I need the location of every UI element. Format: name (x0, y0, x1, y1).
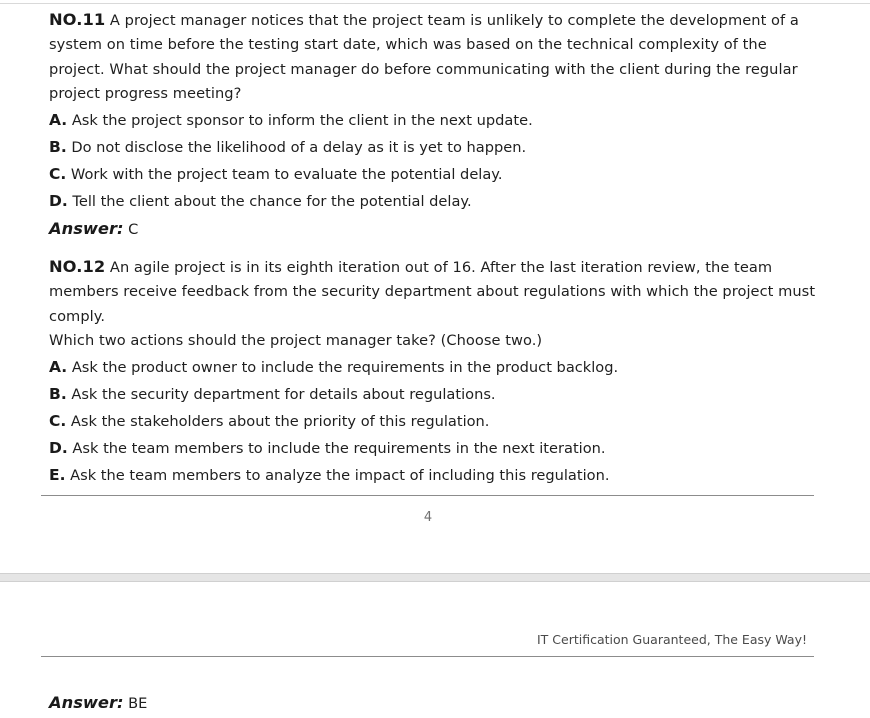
footer-divider (41, 495, 814, 496)
answer-label: Answer: (49, 218, 124, 238)
option-a: A. Ask the project sponsor to inform the client in the next update. (49, 110, 533, 129)
option-c: C. Ask the stakeholders about the priority of this regulation. (49, 411, 490, 430)
option-e: E. Ask the team members to analyze the impact of including this regulation. (49, 465, 610, 484)
option-d: D. Tell the client about the chance for the potential delay. (49, 191, 472, 210)
header-tagline: IT Certification Guaranteed, The Easy Way! (537, 632, 807, 647)
answer-line (49, 215, 819, 244)
question-number: NO.11 (49, 10, 106, 29)
question-text: A project manager notices that the project team is unlikely to complete the development of a system on time before the testing start date, which was based on the technical complexity of the project. What should the project manager do before communicating with the client during the regular project progress meeting? (49, 12, 799, 103)
option-a: A. Ask the product owner to include the requirements in the product backlog. (49, 357, 619, 376)
option-b: B. Do not disclose the likelihood of a delay as it is yet to happen. (49, 137, 527, 156)
question-prompt: Which two actions should the project manager take? (Choose two.) (49, 332, 543, 350)
question-11-options (49, 107, 819, 215)
page-number: 4 (423, 510, 433, 525)
question-11-stem (49, 8, 819, 107)
option-d: D. Ask the team members to include the requirements in the next iteration. (49, 438, 606, 457)
question-12-stem (49, 255, 819, 329)
answer-value: BE (128, 695, 148, 712)
option-b: B. Ask the security department for details about regulations. (49, 384, 496, 403)
question-12 (49, 255, 819, 489)
question-11 (49, 8, 819, 244)
question-12-options (49, 354, 819, 489)
option-c: C. Work with the project team to evaluate the potential delay. (49, 164, 503, 183)
page-top-border (0, 3, 870, 4)
answer-line-12 (49, 689, 819, 718)
header-divider (41, 656, 814, 657)
answer-value: C (128, 220, 139, 238)
answer-label: Answer: (49, 693, 124, 712)
page-break-gap (0, 573, 870, 582)
question-number: NO.12 (49, 257, 106, 276)
question-text: An agile project is in its eighth iteration out of 16. After the last iteration review, the team members receive feedback from the security department about regulations with which the project must comply. (49, 259, 816, 325)
